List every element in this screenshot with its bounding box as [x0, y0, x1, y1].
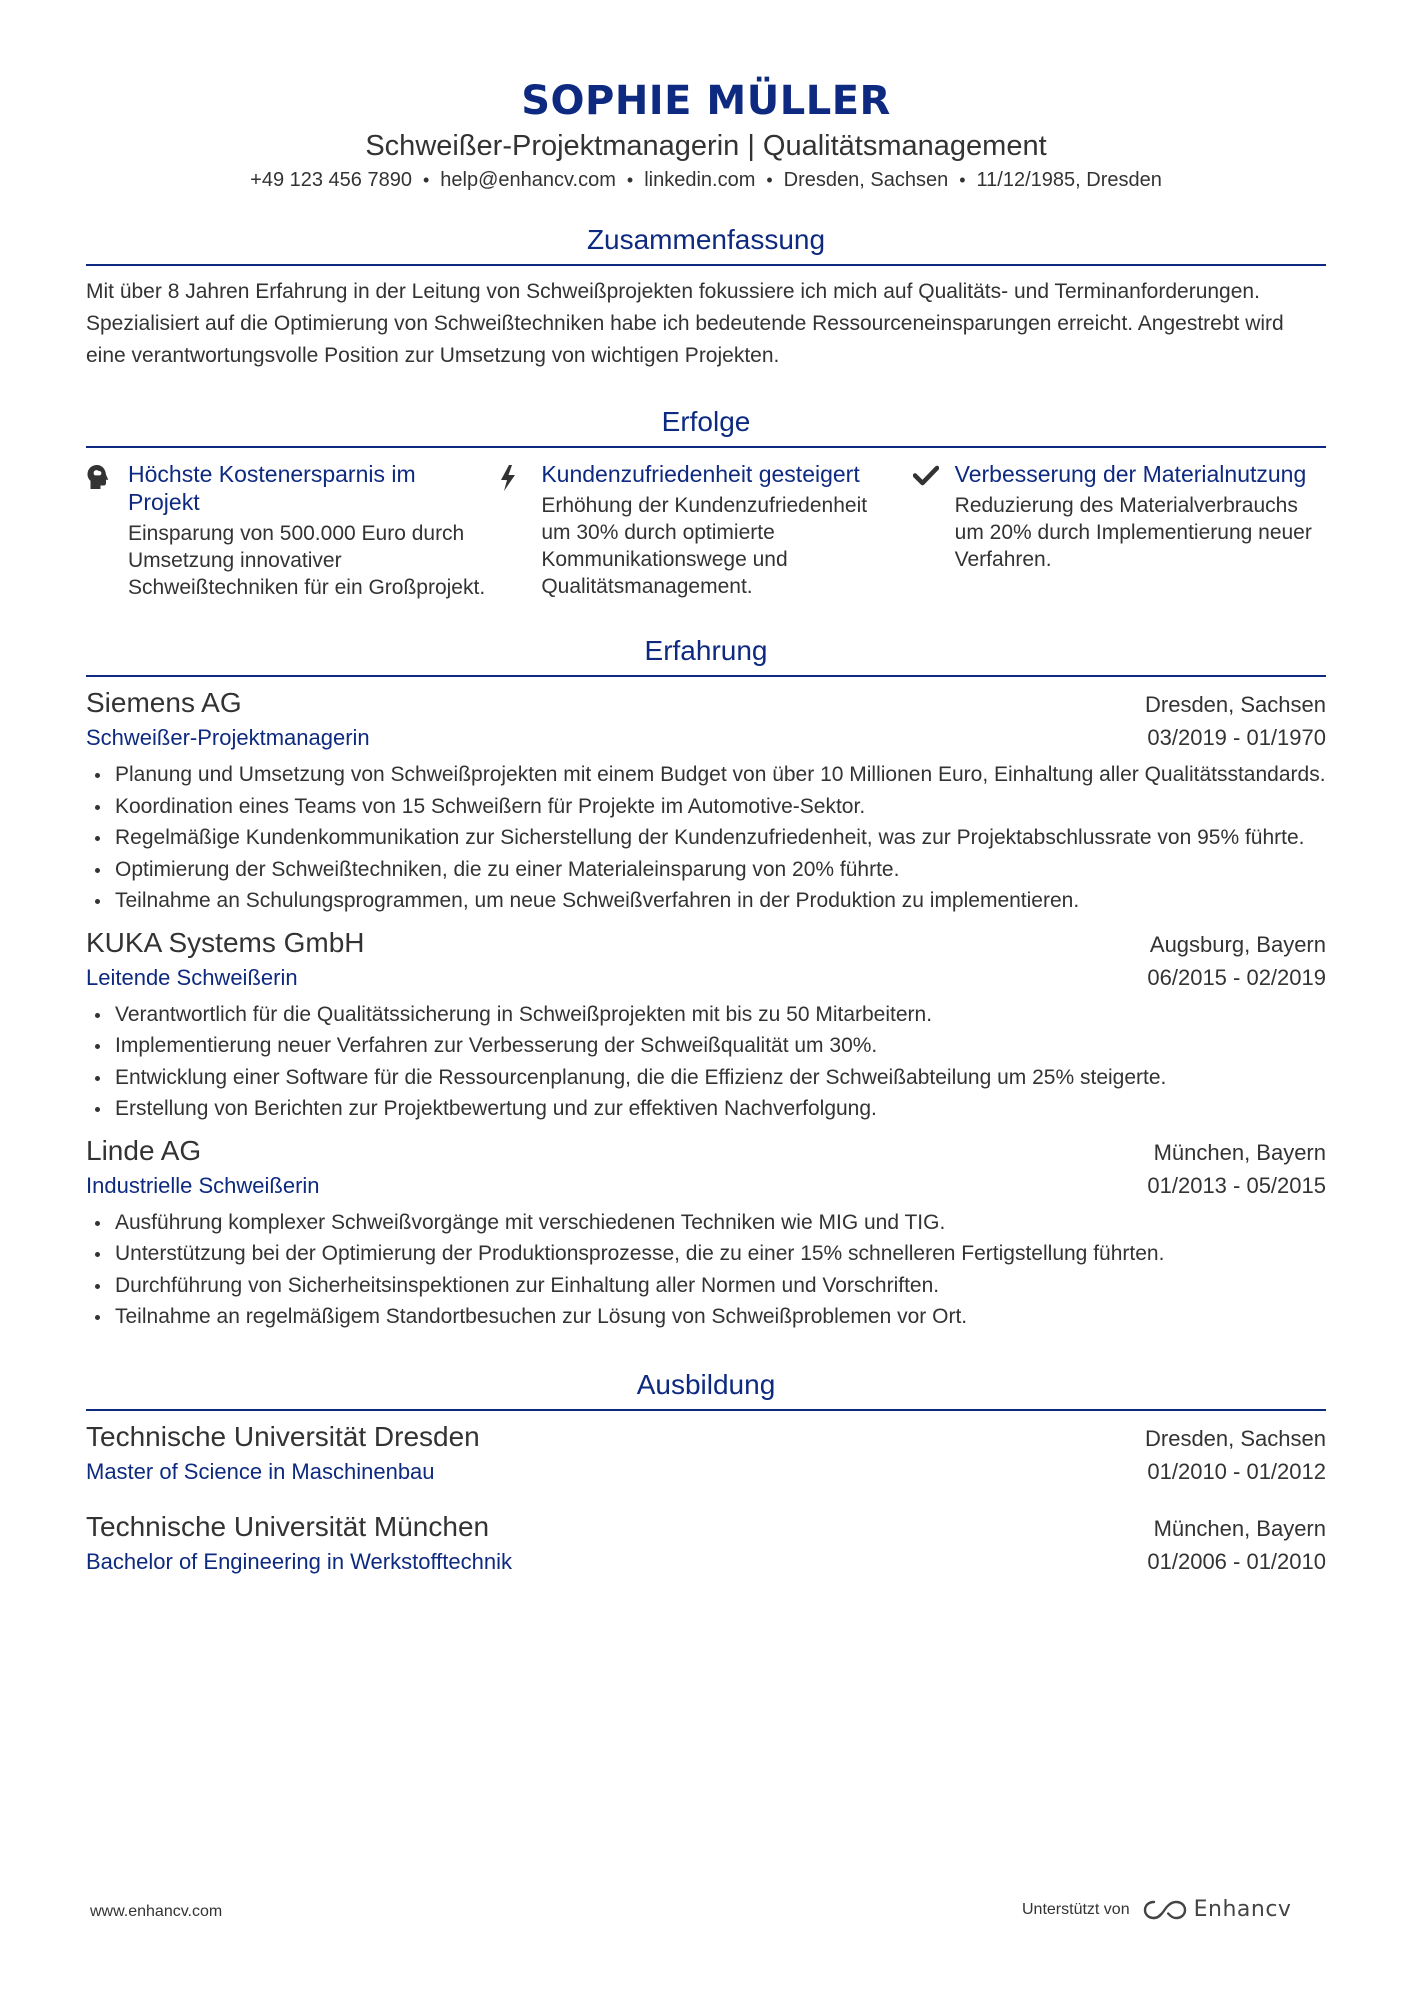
section-title-summary: Zusammenfassung — [86, 222, 1326, 266]
degree-title: Master of Science in Maschinenbau — [86, 1458, 435, 1484]
entry-location: München, Bayern — [1153, 1139, 1326, 1165]
entry-header-row — [86, 1509, 1326, 1547]
contact-separator: • — [959, 170, 966, 190]
summary-section — [86, 222, 1326, 372]
candidate-headline: Schweißer-Projektmanagerin | Qualitätsmanagement — [365, 130, 1047, 162]
bullet-item: Koordination eines Teams von 15 Schweißern für Projekte im Automotive-Sektor. — [86, 791, 1326, 823]
school-name: Technische Universität Dresden — [86, 1420, 480, 1452]
company-name: KUKA Systems GmbH — [86, 926, 365, 958]
footer-powered-by: Unterstützt von — [1022, 1900, 1130, 1918]
bullet-list — [86, 999, 1326, 1125]
job-title: Schweißer-Projektmanagerin — [86, 725, 370, 750]
summary-text: Mit über 8 Jahren Erfahrung in der Leitung von Schweißprojekten fokussiere ich mich auf Qualitäts- und Terminanforderungen. Spezialisiert auf die Optimierung von Schweißtechniken habe ich bedeutende Ressourceneinsparungen erreicht. Angestrebt wird eine verantwortungsvolle Position zur Umsetzung von wichtigen Projekten. — [86, 280, 1284, 367]
entry-header-row — [86, 1419, 1326, 1457]
contact-phone: +49 123 456 7890 — [250, 169, 412, 191]
bullet-item: Teilnahme an regelmäßigem Standortbesuchen zur Lösung von Schweißproblemen vor Ort. — [86, 1301, 1326, 1333]
achievement-description: Erhöhung der Kundenzufriedenheit um 30% durch optimierte Kommunikationswege und Qualitätsmanagement. — [541, 494, 868, 598]
contact-separator: • — [626, 170, 634, 190]
achievements-section — [86, 404, 1326, 601]
contact-line — [86, 166, 1326, 194]
education-section — [86, 1367, 1326, 1577]
company-name: Linde AG — [86, 1134, 202, 1166]
school-name: Technische Universität München — [86, 1510, 490, 1542]
enhancv-logo-icon — [1142, 1898, 1188, 1922]
experience-section — [86, 633, 1326, 1333]
section-title-achievements: Erfolge — [86, 404, 1326, 448]
contact-birth: 11/12/1985, Dresden — [976, 169, 1162, 191]
entry-dates: 01/2010 - 01/2012 — [1147, 1458, 1326, 1484]
candidate-name: SOPHIE MÜLLER — [521, 78, 891, 124]
bullet-list — [86, 1207, 1326, 1333]
entry-dates: 01/2006 - 01/2010 — [1147, 1548, 1326, 1574]
entry-subheader-row — [86, 1547, 1326, 1577]
bullet-item: Durchführung von Sicherheitsinspektionen zur Einhaltung aller Normen und Vorschriften. — [86, 1270, 1326, 1302]
contact-linkedin[interactable]: linkedin.com — [644, 169, 756, 191]
bullet-item: Implementierung neuer Verfahren zur Verbesserung der Schweißqualität um 30%. — [86, 1030, 1326, 1062]
entry-dates: 06/2015 - 02/2019 — [1147, 964, 1326, 990]
entry-header-row — [86, 685, 1326, 723]
contact-separator: • — [766, 170, 773, 190]
section-title-experience: Erfahrung — [86, 633, 1326, 677]
entry-location: München, Bayern — [1153, 1515, 1326, 1541]
achievement-description: Einsparung von 500.000 Euro durch Umsetzung innovativer Schweißtechniken für ein Großprojekt. — [128, 522, 486, 599]
achievement-title: Verbesserung der Materialnutzung — [954, 461, 1307, 487]
job-title: Leitende Schweißerin — [86, 964, 298, 990]
bullet-item: Ausführung komplexer Schweißvorgänge mit verschiedenen Techniken wie MIG und TIG. — [86, 1207, 1326, 1239]
contact-location: Dresden, Sachsen — [783, 169, 949, 191]
resume-page — [86, 0, 1326, 1577]
achievement-list — [86, 460, 1326, 601]
contact-separator: • — [422, 170, 430, 190]
experience-entry — [86, 685, 1326, 917]
achievement-body — [128, 460, 488, 601]
company-name: Siemens AG — [86, 687, 242, 718]
entry-dates: 01/2013 - 05/2015 — [1147, 1172, 1326, 1198]
job-title: Industrielle Schweißerin — [86, 1172, 320, 1198]
entry-subheader-row — [86, 1171, 1326, 1201]
degree-title: Bachelor of Engineering in Werkstofftechnik — [86, 1548, 512, 1574]
bullet-item: Entwicklung einer Software für die Ressourcenplanung, die die Effizienz der Schweißabteilung um 25% steigerte. — [86, 1062, 1326, 1094]
footer-brand: Enhancv — [1193, 1897, 1292, 1922]
resume-header — [86, 0, 1326, 194]
brain-head-icon — [86, 460, 128, 601]
entry-header-row — [86, 925, 1326, 963]
checkmark-icon — [913, 460, 955, 601]
entry-dates: 03/2019 - 01/1970 — [1147, 725, 1326, 750]
entry-location: Augsburg, Bayern — [1149, 931, 1326, 957]
experience-entry — [86, 1133, 1326, 1333]
section-title-education: Ausbildung — [86, 1367, 1326, 1411]
contact-email[interactable]: help@enhancv.com — [440, 169, 616, 191]
footer-website[interactable]: www.enhancv.com — [90, 1903, 223, 1920]
achievement-item — [499, 460, 912, 601]
entry-header-row — [86, 1133, 1326, 1171]
entry-location: Dresden, Sachsen — [1145, 1425, 1326, 1451]
bullet-item: Optimierung der Schweißtechniken, die zu einer Materialeinsparung von 20% führte. — [86, 854, 1326, 886]
achievement-body — [541, 460, 901, 601]
entry-subheader-row — [86, 723, 1326, 753]
entry-subheader-row — [86, 1457, 1326, 1487]
bullet-item: Verantwortlich für die Qualitätssicherung in Schweißprojekten mit bis zu 50 Mitarbeitern. — [86, 999, 1326, 1031]
bullet-item: Regelmäßige Kundenkommunikation zur Sicherstellung der Kundenzufriedenheit, was zur Projektabschlussrate von 95% führte. — [86, 822, 1326, 854]
achievement-description: Reduzierung des Materialverbrauchs um 20% durch Implementierung neuer Verfahren. — [954, 494, 1312, 571]
bullet-item: Planung und Umsetzung von Schweißprojekten mit einem Budget von über 10 Millionen Euro, Einhaltung aller Qualitätsstandards. — [86, 759, 1326, 791]
achievement-title: Kundenzufriedenheit gesteigert — [541, 461, 860, 487]
bullet-item: Teilnahme an Schulungsprogrammen, um neue Schweißverfahren in der Produktion zu implementieren. — [86, 885, 1326, 917]
achievement-item — [913, 460, 1326, 601]
bullet-list — [86, 759, 1326, 917]
footer-branding — [1022, 1897, 1291, 1922]
entry-location: Dresden, Sachsen — [1145, 692, 1326, 717]
education-entry — [86, 1509, 1326, 1577]
entry-subheader-row — [86, 963, 1326, 993]
experience-entry — [86, 925, 1326, 1125]
education-entry — [86, 1419, 1326, 1487]
lightning-icon — [499, 460, 541, 601]
bullet-item: Unterstützung bei der Optimierung der Produktionsprozesse, die zu einer 15% schnelleren Fertigstellung führten. — [86, 1238, 1326, 1270]
achievement-item — [86, 460, 499, 601]
bullet-item: Erstellung von Berichten zur Projektbewertung und zur effektiven Nachverfolgung. — [86, 1093, 1326, 1125]
achievement-body — [955, 460, 1315, 601]
achievement-title: Höchste Kostenersparnis im Projekt — [128, 461, 416, 515]
